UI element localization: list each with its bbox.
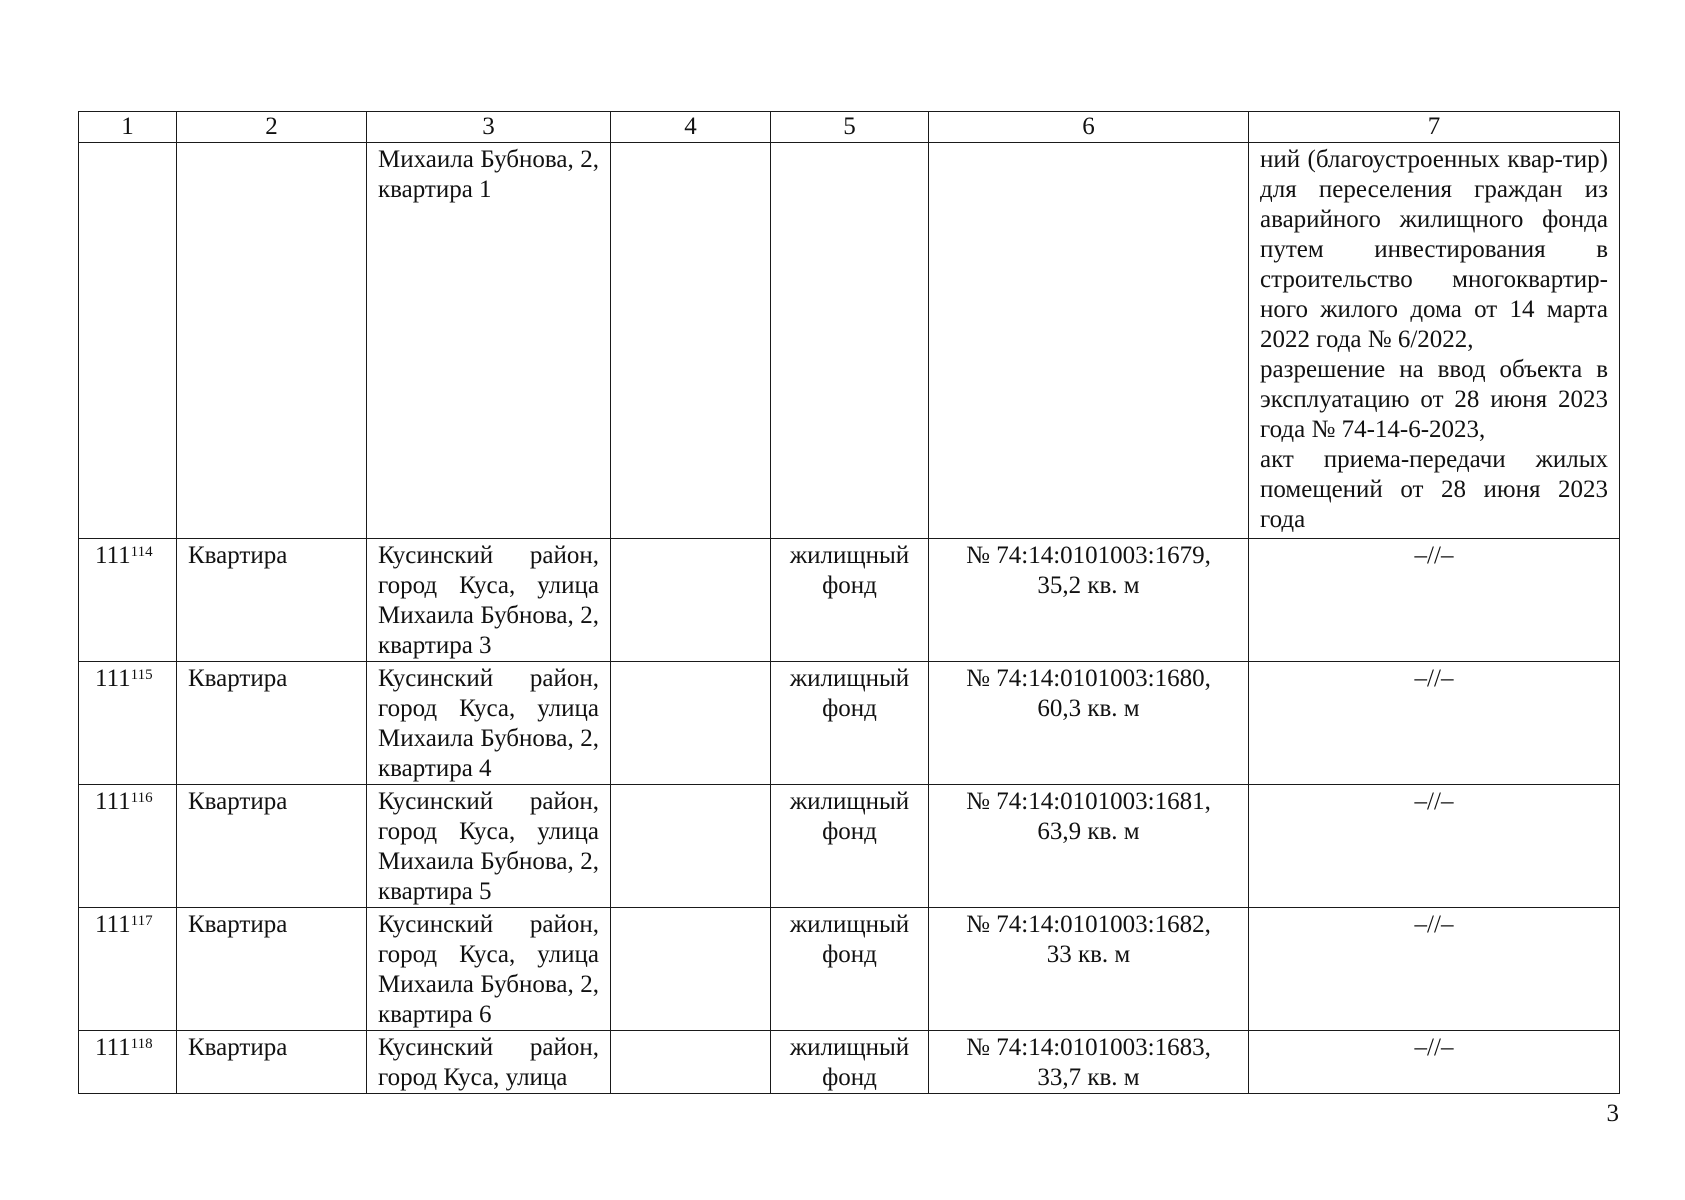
table-row <box>79 785 1620 908</box>
column-header-3: 3 <box>367 112 611 143</box>
basis-line-permit: разрешение на ввод объекта в эксплуатацию от 28 июня 2023 года № 74-14-6-2023, <box>1260 356 1608 443</box>
row-number <box>79 1031 177 1094</box>
object-name: Квартира <box>177 539 367 662</box>
column-header-1: 1 <box>79 112 177 143</box>
object-address: Кусинский район, город Куса, улица Михаила Бубнова, 2, квартира 4 <box>367 662 611 785</box>
col4-cell <box>611 908 771 1031</box>
cadastral-number: № 74:14:0101003:1680, <box>966 665 1211 692</box>
table-row <box>79 662 1620 785</box>
object-address: Кусинский район, город Куса, улица Михаила Бубнова, 2, квартира 6 <box>367 908 611 1031</box>
object-address: Кусинский район, город Куса, улица Михаила Бубнова, 2, квартира 3 <box>367 539 611 662</box>
column-header-4: 4 <box>611 112 771 143</box>
fund-type: жилищный фонд <box>771 908 929 1031</box>
row-number-base: 111 <box>95 788 131 815</box>
fund-type: жилищный фонд <box>771 1031 929 1094</box>
row-number-superscript: 116 <box>130 790 153 806</box>
column-header-6: 6 <box>929 112 1249 143</box>
column-number-header-row <box>79 112 1620 143</box>
object-address: Кусинский район, город Куса, улица Михаила Бубнова, 2, квартира 5 <box>367 785 611 908</box>
object-name: Квартира <box>177 662 367 785</box>
object-address: Кусинский район, город Куса, улица <box>367 1031 611 1094</box>
col4-cell <box>611 1031 771 1094</box>
cadastral-cell <box>929 908 1249 1031</box>
cadastral-cell <box>929 539 1249 662</box>
continuation-name-cell <box>177 143 367 539</box>
table-row <box>79 1031 1620 1094</box>
basis-line-act: акт приема-передачи жилых помещений от 28 июня 2023 года <box>1260 446 1608 533</box>
row-number-base: 111 <box>95 665 131 692</box>
continuation-col4-cell <box>611 143 771 539</box>
ditto-mark: –//– <box>1249 539 1620 662</box>
cadastral-cell <box>929 662 1249 785</box>
row-number <box>79 539 177 662</box>
row-number-superscript: 118 <box>130 1036 153 1052</box>
col4-cell <box>611 662 771 785</box>
object-name: Квартира <box>177 1031 367 1094</box>
area-value: 35,2 кв. м <box>1037 572 1140 599</box>
continuation-address: Михаила Бубнова, 2, квартира 1 <box>367 143 611 539</box>
table-row <box>79 908 1620 1031</box>
continuation-basis-cell <box>1249 143 1620 539</box>
cadastral-cell <box>929 1031 1249 1094</box>
column-header-5: 5 <box>771 112 929 143</box>
col4-cell <box>611 539 771 662</box>
column-header-2: 2 <box>177 112 367 143</box>
cadastral-number: № 74:14:0101003:1679, <box>966 542 1211 569</box>
fund-type: жилищный фонд <box>771 662 929 785</box>
fund-type: жилищный фонд <box>771 785 929 908</box>
cadastral-number: № 74:14:0101003:1683, <box>966 1034 1211 1061</box>
cadastral-number: № 74:14:0101003:1681, <box>966 788 1211 815</box>
continuation-col5-cell <box>771 143 929 539</box>
area-value: 33,7 кв. м <box>1037 1064 1140 1091</box>
row-number-superscript: 117 <box>130 913 153 929</box>
continuation-col6-cell <box>929 143 1249 539</box>
row-number-base: 111 <box>95 911 131 938</box>
row-number <box>79 908 177 1031</box>
continuation-num-cell <box>79 143 177 539</box>
row-number <box>79 785 177 908</box>
row-number-superscript: 114 <box>130 544 153 560</box>
ditto-mark: –//– <box>1249 785 1620 908</box>
area-value: 33 кв. м <box>1046 941 1131 968</box>
column-header-7: 7 <box>1249 112 1620 143</box>
table-row <box>79 539 1620 662</box>
area-value: 63,9 кв. м <box>1037 818 1140 845</box>
ditto-mark: –//– <box>1249 662 1620 785</box>
row-number <box>79 662 177 785</box>
cadastral-number: № 74:14:0101003:1682, <box>966 911 1211 938</box>
object-name: Квартира <box>177 908 367 1031</box>
cadastral-cell <box>929 785 1249 908</box>
area-value: 60,3 кв. м <box>1037 695 1140 722</box>
fund-type: жилищный фонд <box>771 539 929 662</box>
ditto-mark: –//– <box>1249 908 1620 1031</box>
page-number: 3 <box>1606 1100 1619 1127</box>
basis-line-contract: ний (благоустроенных квар-тир) для переселения граждан из аварийного жилищного фонда путем инвестирования в строительство многоквартир-ного жилого дома от 14 марта 2022 года № 6/2022, <box>1260 146 1608 353</box>
col4-cell <box>611 785 771 908</box>
object-name: Квартира <box>177 785 367 908</box>
property-registry-table <box>78 111 1620 1094</box>
row-number-base: 111 <box>95 542 131 569</box>
row-number-base: 111 <box>95 1034 131 1061</box>
continuation-row <box>79 143 1620 539</box>
ditto-mark: –//– <box>1249 1031 1620 1094</box>
row-number-superscript: 115 <box>130 667 153 683</box>
